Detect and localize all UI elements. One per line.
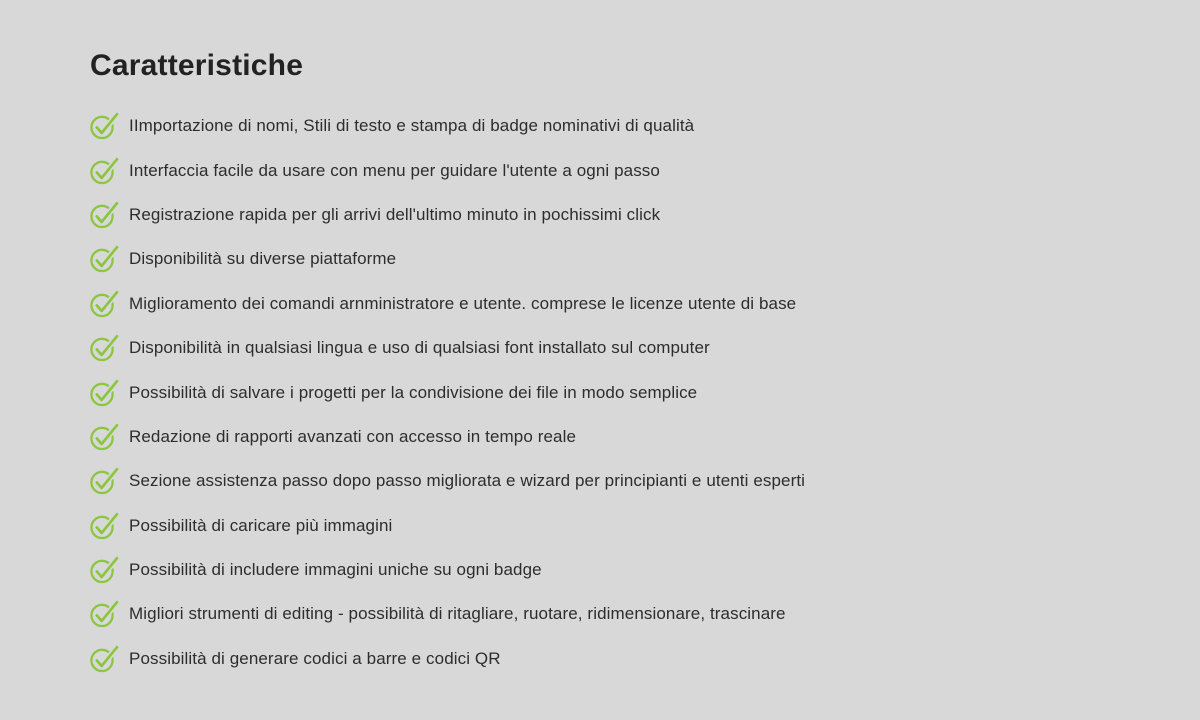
feature-text: Possibilità di caricare più immagini <box>129 515 393 535</box>
list-item <box>90 592 1140 636</box>
feature-text: Sezione assistenza passo dopo passo migliorata e wizard per principianti e utenti esperti <box>129 471 806 491</box>
feature-text: Disponibilità su diverse piattaforme <box>129 249 397 269</box>
check-circle-icon <box>90 201 120 229</box>
feature-text: Disponibilità in qualsiasi lingua e uso di qualsiasi font installato sul computer <box>129 338 710 358</box>
list-item <box>90 548 1140 592</box>
check-circle-icon <box>90 467 120 495</box>
check-circle-icon <box>90 334 120 362</box>
feature-text: Redazione di rapporti avanzati con accesso in tempo reale <box>129 426 577 446</box>
feature-text: Interfaccia facile da usare con menu per guidare l'utente a ogni passo <box>129 160 660 180</box>
check-circle-icon <box>90 556 120 584</box>
list-item <box>90 104 1140 148</box>
check-circle-icon <box>90 112 120 140</box>
list-item <box>90 193 1140 237</box>
list-item <box>90 504 1140 548</box>
list-item <box>90 282 1140 326</box>
check-circle-icon <box>90 157 120 185</box>
check-circle-icon <box>90 290 120 318</box>
list-item <box>90 370 1140 414</box>
list-item <box>90 459 1140 503</box>
check-circle-icon <box>90 379 120 407</box>
feature-text: Possibilità di generare codici a barre e codici QR <box>129 648 501 668</box>
check-circle-icon <box>90 645 120 673</box>
feature-text: Possibilità di salvare i progetti per la condivisione dei file in modo semplice <box>129 382 698 402</box>
feature-text: Miglioramento dei comandi arnministratore e utente. comprese le licenze utente di base <box>129 293 797 313</box>
features-list <box>90 104 1140 681</box>
check-circle-icon <box>90 600 120 628</box>
list-item <box>90 326 1140 370</box>
list-item <box>90 237 1140 281</box>
feature-text: Possibilità di includere immagini uniche su ogni badge <box>129 560 542 580</box>
list-item <box>90 415 1140 459</box>
page-title: Caratteristiche <box>90 49 304 82</box>
check-circle-icon <box>90 512 120 540</box>
feature-text: Migliori strumenti di editing - possibilità di ritagliare, ruotare, ridimensionare, trascinare <box>129 604 786 624</box>
list-item <box>90 148 1140 192</box>
list-item <box>90 637 1140 681</box>
feature-text: IImportazione di nomi, Stili di testo e stampa di badge nominativi di qualità <box>129 116 695 136</box>
feature-text: Registrazione rapida per gli arrivi dell'ultimo minuto in pochissimi click <box>129 204 661 224</box>
check-circle-icon <box>90 245 120 273</box>
check-circle-icon <box>90 423 120 451</box>
